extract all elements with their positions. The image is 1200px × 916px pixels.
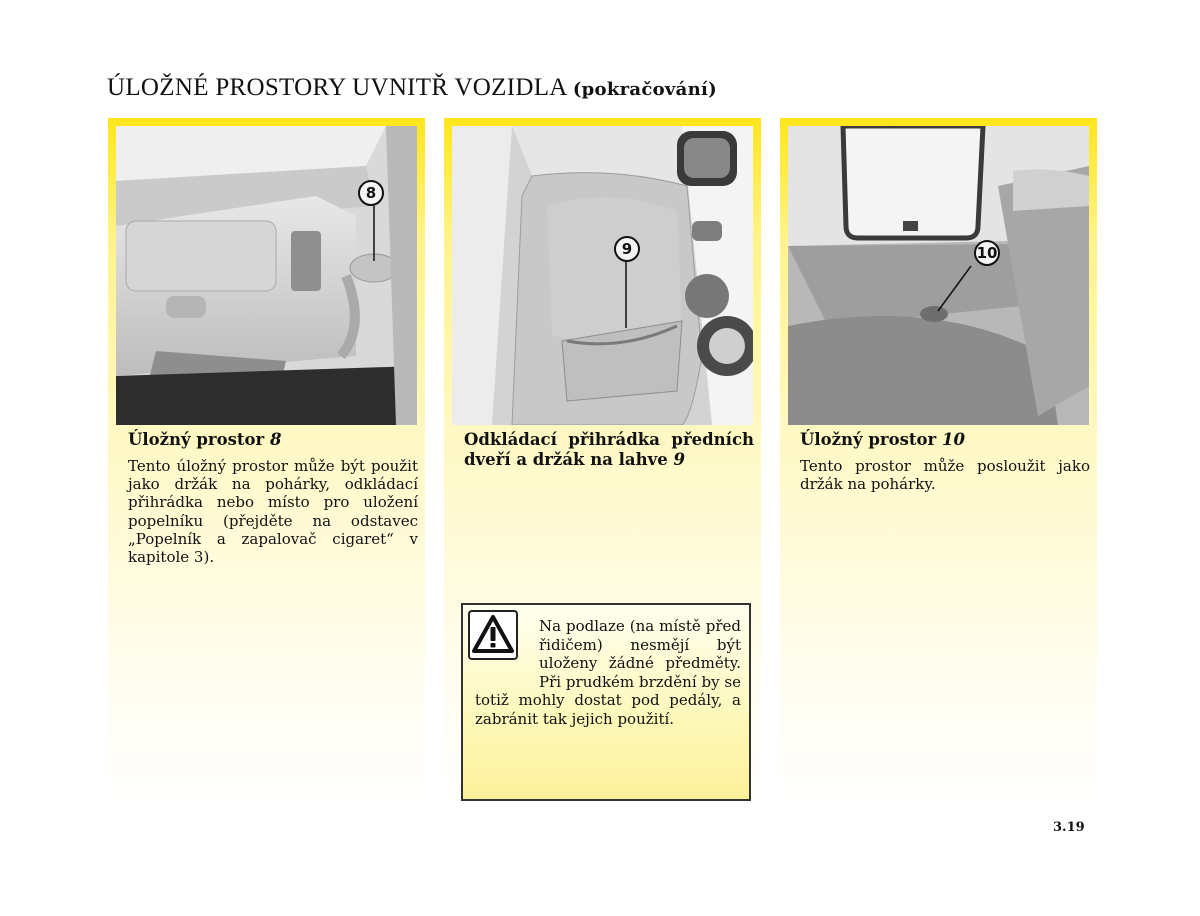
- seat-photo-illustration: [788, 126, 1089, 425]
- heading-text: Odkládací přihrádka předních dveří a držák na lahve: [464, 430, 754, 469]
- warning-box: [461, 603, 751, 801]
- page-title: [107, 74, 717, 102]
- heading-number: 10: [941, 430, 965, 449]
- photo-rear-seat-storage: [788, 126, 1089, 425]
- photo-door-pocket: [452, 126, 753, 425]
- section-body: Tento úložný prostor může být použit jako držák na pohárky, odkládací přihrádka nebo místo pro uložení popelníku (přejděte na odstavec „Popelník a zapalovač cigaret“ v kapitole 3).: [128, 457, 418, 567]
- heading-text: Úložný prostor: [800, 430, 937, 449]
- section-body: Tento prostor může posloužit jako držák na pohárky.: [800, 457, 1090, 494]
- dashboard-photo-illustration: [116, 126, 417, 425]
- photo-dashboard-storage: [116, 126, 417, 425]
- door-photo-illustration: [452, 126, 753, 425]
- page-number: 3.19: [1053, 820, 1085, 835]
- page-title-subtitle: (pokračování): [572, 79, 717, 100]
- page-title-main: ÚLOŽNÉ PROSTORY UVNITŘ VOZIDLA: [107, 74, 567, 101]
- warning-text: Na podlaze (na místě před řidičem) nesmějí být uloženy žádné předměty. Při prudkém brzdění by se totiž mohly dostat pod pedály, a zabránit tak jejich použití.: [475, 617, 741, 728]
- heading-number: 9: [673, 450, 685, 469]
- heading-number: 8: [269, 430, 282, 449]
- section-storage-8: [108, 118, 425, 808]
- warning-icon-spacer: [475, 617, 539, 677]
- section-storage-10: [780, 118, 1097, 808]
- callout-9: 9: [614, 236, 640, 262]
- callout-10: 10: [974, 240, 1000, 266]
- section-heading: [128, 430, 418, 450]
- section-heading: [800, 430, 1090, 450]
- warning-text-container: [475, 617, 741, 728]
- callout-8: 8: [358, 180, 384, 206]
- section-heading: [464, 430, 754, 470]
- heading-text: Úložný prostor: [128, 430, 265, 449]
